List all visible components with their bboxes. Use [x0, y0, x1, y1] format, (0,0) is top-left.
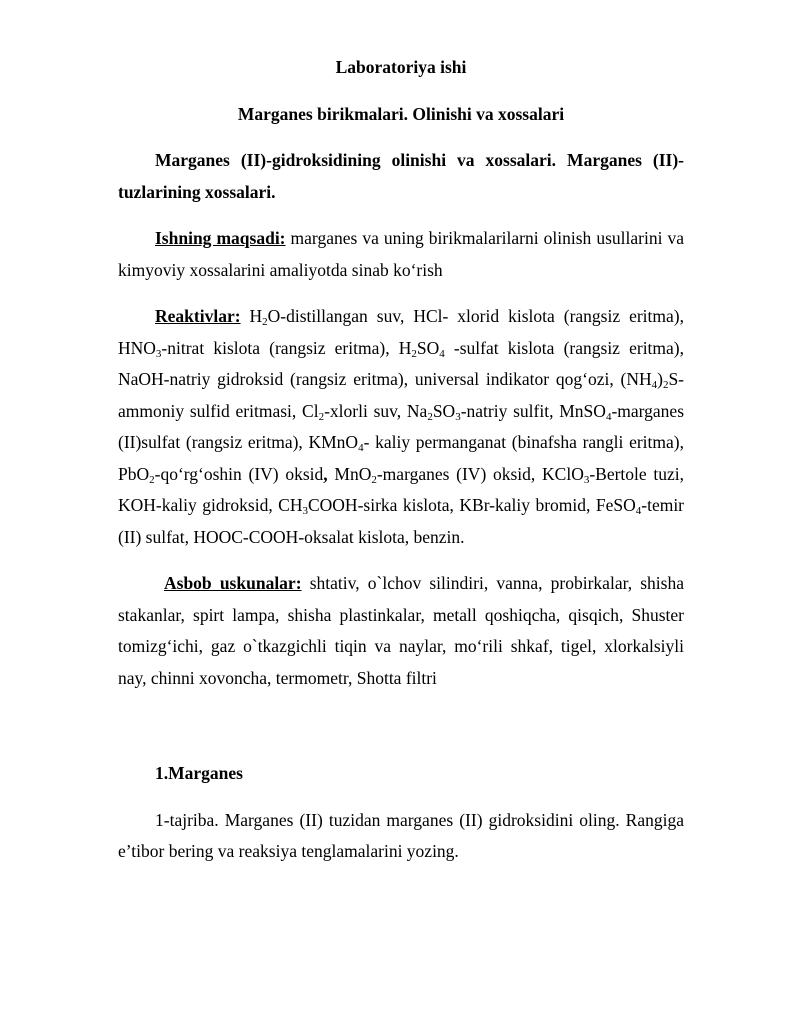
section-heading-manganese: 1.Marganes [155, 763, 243, 783]
subscript: 3 [455, 410, 461, 423]
reagents-text: -sulfat kislota (rangsiz eritma), NaOH-natriy gidroksid (rangsiz eritma), universal indikator qog‘ozi, (NH [118, 337, 685, 389]
equipment-text: shtativ, o`lchov silindiri, vanna, probirkalar, shisha stakanlar, spirt lampa, shisha plastinkalar, metall qoshiqcha, qisqich, Shuster tomizg‘ichi, gaz o`tkazgichli tiqin va naylar, mo‘rili shkaf, tigel, xlorkalsiyli nay, chinni xovoncha, termometr, Shotta filtri [118, 573, 684, 688]
reagents-text: -marganes (IV) oksid, KClO [376, 463, 584, 484]
document-page [118, 52, 684, 868]
reagents-paragraph [118, 301, 684, 553]
subscript: 2 [411, 347, 417, 360]
subscript: 3 [302, 505, 308, 517]
experiment-paragraph: 1-tajriba. Marganes (II) tuzidan marganes (II) gidroksidini oling. Rangiga e’tibor bering va reaksiya tenglamalarini yozing. [118, 809, 684, 861]
reagents-text: -natriy sulfit, MnSO [460, 400, 606, 421]
reagents-text: H [240, 306, 263, 326]
reagents-bold-comma: , [323, 463, 328, 484]
reagents-text: ) [657, 369, 663, 389]
reagents-text: -marganes (II)sulfat (rangsiz eritma), KMnO [118, 400, 685, 452]
reagents-text: -xlorli suv, Na [324, 400, 428, 421]
subscript: 4 [605, 410, 612, 423]
reagents-text: SO [416, 337, 440, 358]
reagents-text: SO [432, 400, 456, 421]
reagents-text: -Bertole tuzi, KOH-kaliy gidroksid, CH [118, 463, 685, 515]
subscript: 4 [358, 442, 364, 454]
equipment-label: Asbob uskunalar: [164, 573, 302, 593]
subscript: 4 [635, 505, 642, 517]
subscript: 2 [262, 316, 268, 328]
section-heading-manganese-hydroxide: Marganes (II)-gidroksidining olinishi va xossalari. Marganes (II)-tuzlarining xossalari. [118, 150, 684, 202]
reagents-label: Reaktivlar: [155, 306, 241, 326]
reagents-text: S- ammoniy sulfid eritmasi, Cl [118, 369, 684, 421]
reagents-text: MnO [327, 463, 372, 484]
reagents-text: -temir (II) sulfat, HOOC-COOH-oksalat kislota, benzin. [118, 495, 685, 547]
reagents-text: -qo‘rg‘oshin (IV) oksid [154, 463, 324, 484]
equipment-paragraph [118, 568, 684, 694]
subscript: 2 [371, 473, 377, 486]
subscript: 2 [427, 410, 433, 423]
reagents-text: -nitrat kislota (rangsiz eritma), H [161, 337, 412, 358]
subscript: 4 [651, 379, 658, 391]
reagents-text: - kaliy permanganat (binafsha rangli eritma), PbO [118, 432, 684, 484]
aim-paragraph [118, 223, 684, 286]
reagents-text: COOH-sirka kislota, KBr-kaliy bromid, FeSO [307, 495, 636, 515]
reagents-text: O-distillangan suv, HCl- xlorid kislota (rangsiz eritma), HNO [118, 306, 684, 358]
aim-text: marganes va uning birikmalarilarni olinish usullarini va kimyoviy xossalarini amaliyotda sinab ko‘rish [118, 228, 684, 280]
subscript: 2 [662, 379, 669, 391]
subscript: 3 [583, 473, 590, 486]
subscript: 4 [439, 347, 445, 360]
subscript: 2 [149, 473, 155, 486]
document-subtitle: Marganes birikmalari. Olinishi va xossalari [237, 103, 565, 124]
document-title: Laboratoriya ishi [335, 57, 467, 77]
subscript: 2 [318, 410, 325, 423]
aim-label: Ishning maqsadi: [155, 228, 286, 248]
subscript: 3 [155, 347, 162, 360]
